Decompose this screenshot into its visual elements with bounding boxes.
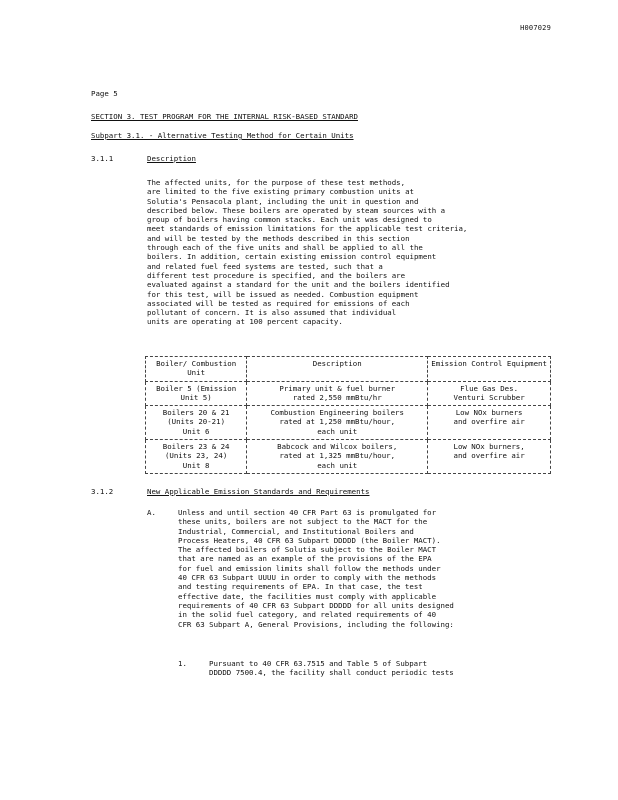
cell-line: Boilers 23 & 24 [162, 442, 230, 452]
subsection-number: 3.1.1 [91, 154, 114, 163]
cell-line: Venturi Scrubber [453, 392, 525, 402]
table-row [146, 440, 551, 474]
subsection-3-1-2-heading [91, 487, 369, 496]
cell-line: each unit [317, 460, 358, 470]
cell-line: Low NOx burners, [453, 442, 525, 452]
list-item-label: A. [147, 508, 156, 517]
paragraph-line: effective date, the facilities must comply with applicable [178, 591, 437, 601]
paragraph-line: CFR 63 Subpart A, General Provisions, including the following: [178, 619, 454, 629]
description-paragraph [147, 178, 547, 327]
list-item-body [209, 659, 589, 678]
control-cell [428, 406, 551, 440]
paragraph-line: The affected boilers of Solutia subject to the Boiler MACT [178, 545, 437, 555]
unit-cell [146, 406, 247, 440]
paragraph-line: group of boilers having common stacks. Each unit was designed to [147, 215, 432, 225]
boiler-table [145, 356, 551, 474]
unit-cell [146, 440, 247, 474]
paragraph-line: meet standards of emission limitations for the applicable test criteria, [147, 224, 468, 234]
cell-line: Low NOx burners [455, 408, 523, 418]
cell-line: Combustion Engineering boilers [270, 408, 404, 418]
cell-line: (Units 23, 24) [164, 451, 228, 461]
control-cell [428, 381, 551, 406]
paragraph-line: Unless and until section 40 CFR Part 63 is promulgated for [178, 508, 437, 517]
paragraph-line: described below. These boilers are operated by steam sources with a [147, 205, 446, 215]
bates-number: H007029 [520, 24, 551, 32]
paragraph-line: different test procedure is specified, and the boilers are [147, 270, 406, 280]
paragraph-line: Process Heaters, 40 CFR 63 Subpart DDDDD (the Boiler MACT). [178, 535, 441, 545]
cell-line: rated 2,550 mmBtu/hr [292, 392, 382, 402]
table-row [146, 381, 551, 406]
cell-line: rated at 1,250 mmBtu/hour, [279, 417, 396, 427]
description-cell [247, 381, 428, 406]
paragraph-line: DDDDD 7500.4, the facility shall conduct periodic tests [209, 668, 454, 678]
subsection-title: New Applicable Emission Standards and Requirements [147, 487, 370, 496]
cell-line: and overfire air [453, 417, 525, 427]
unit-cell [146, 381, 247, 406]
paragraph-line: evaluated against a standard for the unit and the boilers identified [147, 280, 450, 290]
paragraph-line: through each of the five units and shall be applied to all the [147, 243, 423, 253]
page-label: Page 5 [91, 89, 118, 98]
column-header-control: Emission Control Equipment [428, 357, 551, 382]
table-row [146, 406, 551, 440]
paragraph-line: pollutant of concern. It is also assumed that individual [147, 308, 397, 318]
subsection-title: Description [147, 154, 196, 163]
paragraph-line: in the solid fuel category, and related requirements of 40 [178, 610, 437, 620]
paragraph-line: these units, boilers are not subject to the MACT for the [178, 517, 428, 527]
cell-line: Boiler 5 (Emission [156, 383, 237, 393]
cell-line: each unit [317, 426, 358, 436]
paragraph-line: are limited to the five existing primary combustion units at [147, 187, 414, 197]
description-cell [247, 440, 428, 474]
subsection-number: 3.1.2 [91, 487, 114, 496]
subpart-heading: Subpart 3.1. - Alternative Testing Method for Certain Units [91, 131, 354, 140]
section-heading: SECTION 3. TEST PROGRAM FOR THE INTERNAL RISK-BASED STANDARD [91, 112, 358, 121]
column-header-description: Description [247, 357, 428, 382]
list-item-body [178, 508, 578, 629]
paragraph-line: for this test, will be issued as needed. Combustion equipment [147, 289, 419, 299]
paragraph-line: and related fuel feed systems are tested, such that a [147, 261, 383, 271]
paragraph-line: Pursuant to 40 CFR 63.7515 and Table 5 of Subpart [209, 659, 428, 668]
paragraph-line: and testing requirements of EPA. In that case, the test [178, 582, 423, 592]
description-cell [247, 406, 428, 440]
cell-line: Primary unit & fuel burner [279, 383, 396, 393]
paragraph-line: The affected units, for the purpose of these test methods, [147, 178, 406, 187]
paragraph-line: for fuel and emission limits shall follow the methods under [178, 563, 441, 573]
cell-line: Unit 8 [182, 460, 210, 470]
paragraph-line: associated will be tested as required for emissions of each [147, 298, 410, 308]
paragraph-line: Solutia's Pensacola plant, including the unit in question and [147, 196, 419, 206]
cell-line: (Units 20-21) [167, 417, 226, 427]
paragraph-line: units are operating at 100 percent capacity. [147, 317, 343, 327]
column-header-unit: Boiler/ Combustion Unit [146, 357, 247, 382]
cell-line: and overfire air [453, 451, 525, 461]
subsection-3-1-1-heading [91, 154, 196, 163]
list-item-label: 1. [178, 659, 187, 668]
cell-line: Unit 5) [180, 392, 212, 402]
paragraph-line: and will be tested by the methods described in this section [147, 233, 410, 243]
control-cell [428, 440, 551, 474]
paragraph-line: boilers. In addition, certain existing emission control equipment [147, 252, 437, 262]
table-header-row [146, 357, 551, 382]
paragraph-line: that are named as an example of the provisions of the EPA [178, 554, 432, 564]
cell-line: Flue Gas Des. [460, 383, 519, 393]
paragraph-line: 40 CFR 63 Subpart UUUU in order to comply with the methods [178, 573, 437, 583]
cell-line: Boilers 20 & 21 [162, 408, 230, 418]
cell-line: Babcock and Wilcox boilers, [277, 442, 398, 452]
paragraph-line: Industrial, Commercial, and Institutional Boilers and [178, 526, 414, 536]
cell-line: Unit 6 [182, 426, 210, 436]
cell-line: rated at 1,325 mmBtu/hour, [279, 451, 396, 461]
paragraph-line: requirements of 40 CFR 63 Subpart DDDDD for all units designed [178, 600, 454, 610]
